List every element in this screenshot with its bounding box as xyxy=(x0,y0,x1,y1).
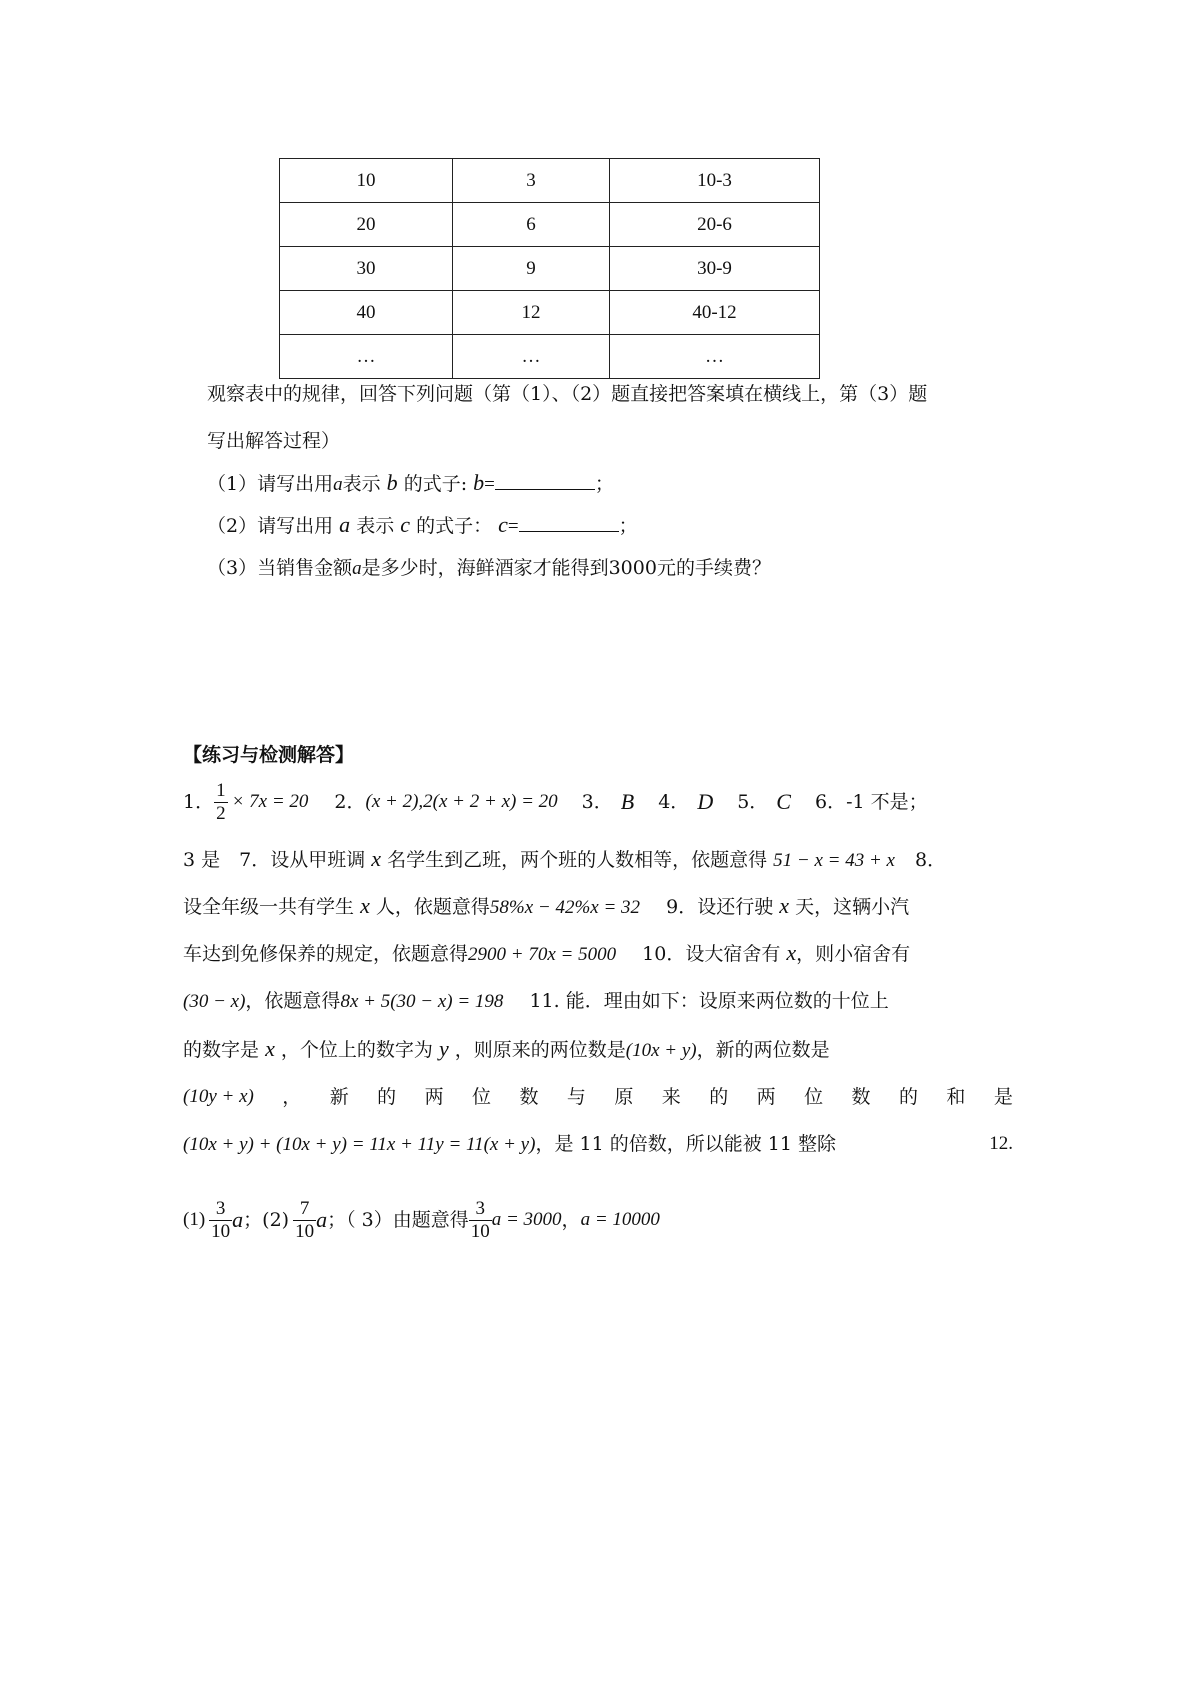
question-3 xyxy=(207,555,771,582)
answer-1-equation: × 7x = 20 xyxy=(231,791,309,812)
fraction-numerator: 7 xyxy=(293,1198,316,1221)
answer-11-text-5: ，新的两位数是 xyxy=(696,1039,830,1061)
answer-12-part-2-fraction xyxy=(293,1198,316,1243)
answer-12-part-2-label: ；(2) xyxy=(243,1209,290,1231)
answer-7-text-2: 名学生到乙班，两个班的人数相等，依题意得 xyxy=(387,849,768,871)
question-intro-line2 xyxy=(207,428,340,454)
q2-lhs: c xyxy=(498,512,508,537)
fraction-denominator: 10 xyxy=(211,1220,231,1242)
answer-11-conclusion: ，是 11 的倍数，所以能被 11 整除 xyxy=(535,1133,836,1155)
data-table-body xyxy=(280,159,820,379)
answer-line-9 xyxy=(183,1194,660,1246)
table-cell: 40 xyxy=(280,291,453,335)
answer-9-text-3: 车达到免修保养的规定，依题意得 xyxy=(183,943,469,965)
answer-11-char: 来 xyxy=(661,1086,681,1108)
answer-11-var-y: y xyxy=(438,1036,449,1061)
question-intro-text-2: 写出解答过程） xyxy=(207,430,341,452)
table-cell: 30 xyxy=(280,247,453,291)
answer-11-sum-equation: (10x + y) + (10x + y) = 11x + 11y = 11(x + y) xyxy=(183,1134,536,1155)
q2-answer-blank[interactable] xyxy=(519,513,619,532)
q3-suffix: 是多少时，海鲜酒家才能得到3000元的手续费？ xyxy=(361,557,771,579)
table-row xyxy=(280,247,820,291)
fraction-denominator: 10 xyxy=(295,1220,315,1242)
question-2 xyxy=(207,512,638,540)
answer-11-char: ， xyxy=(282,1086,302,1108)
answer-line-2 xyxy=(183,846,946,874)
table-cell: … xyxy=(280,335,453,379)
question-intro-line1 xyxy=(207,381,927,407)
table-cell: 3 xyxy=(453,159,610,203)
q2-prefix: （2）请写出用 xyxy=(207,515,334,537)
answer-8-equation: 58%x − 42%x = 32 xyxy=(489,897,641,918)
answer-11-char: 是 xyxy=(993,1086,1013,1108)
answer-line-7 xyxy=(183,1084,1013,1110)
answer-11-char: 与 xyxy=(566,1086,586,1108)
q2-suffix: 的式子： xyxy=(416,515,493,537)
q2-var-c: c xyxy=(400,512,411,537)
answer-11-char: 位 xyxy=(804,1086,824,1108)
q1-lhs: b xyxy=(473,470,485,495)
table-cell: 6 xyxy=(453,203,610,247)
answer-10-expression: (30 − x) xyxy=(183,991,246,1012)
answer-10-var-x: x xyxy=(786,940,797,965)
answer-8-text-2: 人，依题意得 xyxy=(375,896,490,918)
answer-12-part-2-var: a xyxy=(316,1207,328,1232)
answer-11-text-4: ，则原来的两位数是 xyxy=(454,1039,626,1061)
answer-12-number: 12. xyxy=(989,1133,1013,1154)
q3-var-a: a xyxy=(352,558,362,579)
answer-5-number: 5． xyxy=(737,791,769,813)
answer-7-text: 3 是 7．设从甲班调 xyxy=(183,849,366,871)
q1-end: ； xyxy=(594,473,614,495)
answer-11-char: 数 xyxy=(851,1086,871,1108)
answer-11-text-3: ，个位上的数字为 xyxy=(280,1039,433,1061)
data-table xyxy=(279,158,820,379)
answer-4-number: 4． xyxy=(658,791,690,813)
answer-line-5 xyxy=(183,988,889,1015)
answer-10-equation: 8x + 5(30 − x) = 198 xyxy=(340,991,504,1012)
table-cell: 10-3 xyxy=(610,159,820,203)
answer-2-equation: (x + 2),2(x + 2 + x) = 20 xyxy=(365,791,558,812)
answer-1-number: 1． xyxy=(183,791,215,813)
answer-8-number: 8． xyxy=(915,849,947,871)
fraction-numerator: 3 xyxy=(469,1198,492,1221)
answer-2-number: 2． xyxy=(334,791,366,813)
fraction-denominator: 2 xyxy=(216,802,226,824)
answer-9-equation: 2900 + 70x = 5000 xyxy=(468,944,617,965)
answer-line-6 xyxy=(183,1036,830,1064)
answer-7-equation: 51 − x = 43 + x xyxy=(773,850,895,871)
answer-12-part-3-equation: a = 3000 xyxy=(491,1209,562,1230)
q1-var-b: b xyxy=(386,470,398,495)
q1-prefix: （1）请写出用 xyxy=(207,473,334,495)
fraction-numerator: 3 xyxy=(209,1198,232,1221)
q2-mid: 表示 xyxy=(356,515,395,537)
table-row xyxy=(280,335,820,379)
answer-11-var-x: x xyxy=(265,1036,275,1061)
answer-11-char: 数 xyxy=(519,1086,539,1108)
table-cell: 20-6 xyxy=(610,203,820,247)
q2-end: ； xyxy=(618,515,638,537)
answer-4-value: D xyxy=(697,789,714,814)
answer-line-1 xyxy=(183,778,928,826)
q1-mid: 表示 xyxy=(342,473,381,495)
answer-11-char: 两 xyxy=(756,1086,776,1108)
answer-line-8 xyxy=(183,1131,1013,1158)
answer-3-value: B xyxy=(620,789,635,814)
answer-10-text-3: ，依题意得 xyxy=(245,990,341,1012)
answer-11-new-number: (10y + x) xyxy=(183,1086,254,1107)
q2-var-a: a xyxy=(339,512,351,537)
table-row xyxy=(280,203,820,247)
table-cell: 9 xyxy=(453,247,610,291)
q1-equals: = xyxy=(484,474,495,495)
answer-12-part-3-result: a = 10000 xyxy=(580,1209,660,1230)
answer-11-original-number: (10x + y) xyxy=(625,1040,697,1061)
q1-answer-blank[interactable] xyxy=(495,471,595,490)
table-cell: … xyxy=(453,335,610,379)
fraction-numerator: 1 xyxy=(216,779,226,801)
answer-8-var-x: x xyxy=(360,893,370,918)
answers-heading: 【练习与检测解答】 xyxy=(183,744,355,766)
table-cell: 10 xyxy=(280,159,453,203)
question-intro-text: 观察表中的规律，回答下列问题（第（1）、（2）题直接把答案填在横线上，第（3）题 xyxy=(207,383,928,405)
answer-line-3 xyxy=(183,893,909,921)
table-cell: … xyxy=(610,335,820,379)
q1-var-a: a xyxy=(333,474,343,495)
table-cell: 12 xyxy=(453,291,610,335)
answer-10-text: 10．设大宿舍有 xyxy=(642,943,781,965)
answer-9-text-2: 天，这辆小汽 xyxy=(795,896,910,918)
table-row xyxy=(280,291,820,335)
answer-11-text: 11. 能．理由如下：设原来两位数的十位上 xyxy=(529,990,889,1012)
answer-11-char: 的 xyxy=(898,1086,918,1108)
answer-12-separator: ， xyxy=(561,1209,581,1231)
table-cell: 40-12 xyxy=(610,291,820,335)
answer-11-char: 和 xyxy=(946,1086,966,1108)
answer-11-char: 的 xyxy=(377,1086,397,1108)
answer-12-part-3-label: ；（ 3）由题意得 xyxy=(327,1209,469,1231)
answer-3-number: 3． xyxy=(581,791,613,813)
answer-1-fraction xyxy=(214,780,228,825)
answer-line-4 xyxy=(183,940,910,968)
q2-equals: = xyxy=(507,516,519,537)
q1-suffix: 的式子: xyxy=(403,473,468,495)
q3-prefix: （3）当销售金额 xyxy=(207,557,353,579)
answer-9-var-x: x xyxy=(779,893,790,918)
answer-11-char: 新 xyxy=(329,1086,349,1108)
answer-11-char: 原 xyxy=(614,1086,634,1108)
question-1 xyxy=(207,470,614,498)
answer-9-text: 9．设还行驶 xyxy=(666,896,774,918)
answer-12-part-3-fraction xyxy=(469,1198,492,1243)
answer-11-char: 位 xyxy=(472,1086,492,1108)
table-row xyxy=(280,159,820,203)
table-cell: 20 xyxy=(280,203,453,247)
answer-12-part-1-label: (1) xyxy=(183,1209,206,1230)
answer-8-text: 设全年级一共有学生 xyxy=(183,896,355,918)
answer-12-part-1-var: a xyxy=(232,1207,244,1232)
fraction-denominator: 10 xyxy=(470,1220,490,1242)
table-cell: 30-9 xyxy=(610,247,820,291)
answer-5-value: C xyxy=(776,789,791,814)
answer-11-char: 的 xyxy=(709,1086,729,1108)
answer-10-text-2: ，则小宿舍有 xyxy=(796,943,911,965)
answer-6-text: 6．-1 不是； xyxy=(814,791,928,813)
answer-11-text-2: 的数字是 xyxy=(183,1039,260,1061)
answer-12-part-1-fraction xyxy=(209,1198,232,1243)
answer-11-char: 两 xyxy=(424,1086,444,1108)
answer-7-var-x: x xyxy=(371,846,382,871)
